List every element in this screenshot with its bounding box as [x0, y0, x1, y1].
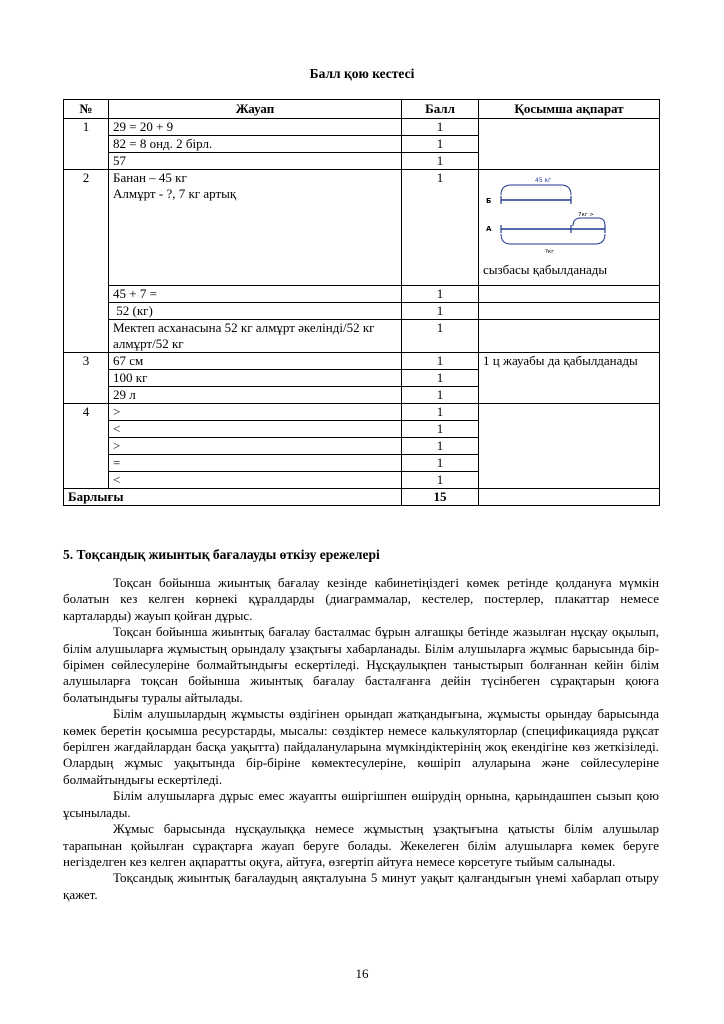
answer-cell: = [109, 455, 402, 472]
info-cell [479, 404, 660, 489]
points-cell: 1 [402, 303, 479, 320]
answer-cell: 67 см [109, 353, 402, 370]
points-cell: 1 [402, 438, 479, 455]
task-number: 1 [64, 119, 109, 170]
page-title: Балл қою кестесі [309, 66, 415, 81]
top-brace [501, 185, 571, 195]
answer-cell [109, 170, 402, 286]
paragraph: Жұмыс барысында нұсқаулыққа немесе жұмыстың ұзақтығына қатысты білім алушылар тарапынан қойылған сұрақтарға жауап беруге болады. Жекелеген білім алушыларға көмек беруге негізделген кез келген ақпаратты оқуға, айтуға, өзгертіп айтуға немесе көрсетуге тыйым салынады. [63, 821, 659, 869]
paragraph: Білім алушылардың жұмысты өздігінен орындап жатқандығына, жұмысты орындау барысында көмек беретін қосымша ресурстарды, мысалы: сөздіктер немесе калькуляторлар (спецификацияда рұқсат берілген жағдайлардан басқа уақытта) пайдалануларына мүмкіндіктерінің жоқ екендігіне көз жеткізіледі. Олардың жұмыс уақытында бір-біріне көмектесулеріне, көшіріп алуларына және сөйлесулеріне болмайтындығы ескертіледі. [63, 706, 659, 787]
table-row [64, 404, 660, 421]
diagram-label-b: Б [486, 197, 492, 205]
bar-model-diagram [483, 174, 623, 256]
points-cell: 1 [402, 421, 479, 438]
header-number: № [64, 100, 109, 119]
header-extra-info: Қосымша ақпарат [479, 100, 660, 119]
header-points: Балл [402, 100, 479, 119]
answer-line: Алмұрт - ?, 7 кг артық [113, 186, 237, 201]
info-cell [479, 170, 660, 286]
bottom-brace [501, 234, 605, 244]
diagram-top-label: 45 кг [535, 177, 552, 184]
points-cell: 1 [402, 370, 479, 387]
info-cell: 1 ц жауабы да қабылданады [479, 353, 660, 404]
answer-cell: 52 (кг) [109, 303, 402, 320]
diagram-label-a: А [486, 225, 492, 233]
table-header-row [64, 100, 660, 119]
points-cell: 1 [402, 136, 479, 153]
task-number: 4 [64, 404, 109, 489]
answer-cell: > [109, 438, 402, 455]
table-row [64, 119, 660, 136]
points-cell: 1 [402, 353, 479, 370]
paragraph: Тоқсан бойынша жиынтық бағалау басталмас бұрын алғашқы бетінде жазылған нұсқау оқылып, білім алушыларға жұмыстың орындалу ұзақтығы хабарланады. Білім алушыларға жұмыс барысында бір-бірімен сөйлесулеріне болмайтындығы ескертіледі. Нұсқаулықпен таныстырып болғаннан кейін білім алушыларға тоқсан бойынша жиынтық бағалау басталғанға дейін түсінбеген сұрақтарын қоюға болатындығы туралы айтылады. [63, 624, 659, 705]
info-cell [479, 320, 660, 353]
points-cell: 1 [402, 404, 479, 421]
points-cell: 1 [402, 286, 479, 303]
paragraph: Білім алушыларға дұрыс емес жауапты өшіргішпен өшірудің орнына, қарындашпен сызып қою ұсынылады. [63, 788, 659, 820]
table-row [64, 320, 660, 353]
task-number: 3 [64, 353, 109, 404]
points-cell: 1 [402, 455, 479, 472]
task-number: 2 [64, 170, 109, 353]
info-cell [479, 303, 660, 320]
table-row [64, 353, 660, 370]
total-label: Барлығы [64, 489, 402, 506]
total-row [64, 489, 660, 506]
segment-diagram [483, 174, 655, 278]
answer-cell: 29 л [109, 387, 402, 404]
paragraph: Тоқсан бойынша жиынтық бағалау кезінде кабинетіңіздегі көмек ретінде қолдануға мүмкін болатын кез келген көрнекі құралдарды (диаграммалар, кестелер, постерлер, плакаттар немесе карталарды) жауып қойған дұрыс. [63, 575, 659, 623]
info-cell [479, 286, 660, 303]
total-points: 15 [402, 489, 479, 506]
points-cell: 1 [402, 119, 479, 136]
diagram-extra-label: 7кг > [578, 212, 595, 218]
answer-cell: > [109, 404, 402, 421]
rules-text [63, 575, 659, 903]
points-cell: 1 [402, 320, 479, 353]
points-cell: 1 [402, 387, 479, 404]
points-cell: 1 [402, 153, 479, 170]
paragraph: Тоқсандық жиынтық бағалаудың аяқталуына 5 минут уақыт қалғандығын үнемі хабарлап отыру қажет. [63, 870, 659, 902]
page-number: 16 [355, 966, 369, 981]
table-row [64, 286, 660, 303]
answer-line: Банан – 45 кг [113, 170, 187, 185]
answer-cell: 45 + 7 = [109, 286, 402, 303]
answer-cell: 100 кг [109, 370, 402, 387]
answer-cell: 29 = 20 + 9 [109, 119, 402, 136]
answer-cell: 82 = 8 онд. 2 бірл. [109, 136, 402, 153]
answer-cell: 57 [109, 153, 402, 170]
points-cell: 1 [402, 170, 479, 286]
table-row [64, 170, 660, 286]
answer-cell: < [109, 421, 402, 438]
points-cell: 1 [402, 472, 479, 489]
diagram-bottom-label: ?кг [545, 249, 555, 255]
answer-cell: < [109, 472, 402, 489]
info-cell [479, 119, 660, 170]
table-row [64, 303, 660, 320]
diagram-caption: сызбасы қабылданады [483, 262, 608, 277]
answer-cell: Мектеп асханасына 52 кг алмұрт әкелінді/52 кг алмұрт/52 кг [109, 320, 402, 353]
score-table [63, 99, 660, 506]
header-answer: Жауап [109, 100, 402, 119]
info-cell [479, 489, 660, 506]
extra-brace [573, 218, 605, 226]
section-title: 5. Тоқсандық жиынтық бағалауды өткізу ережелері [63, 547, 380, 562]
